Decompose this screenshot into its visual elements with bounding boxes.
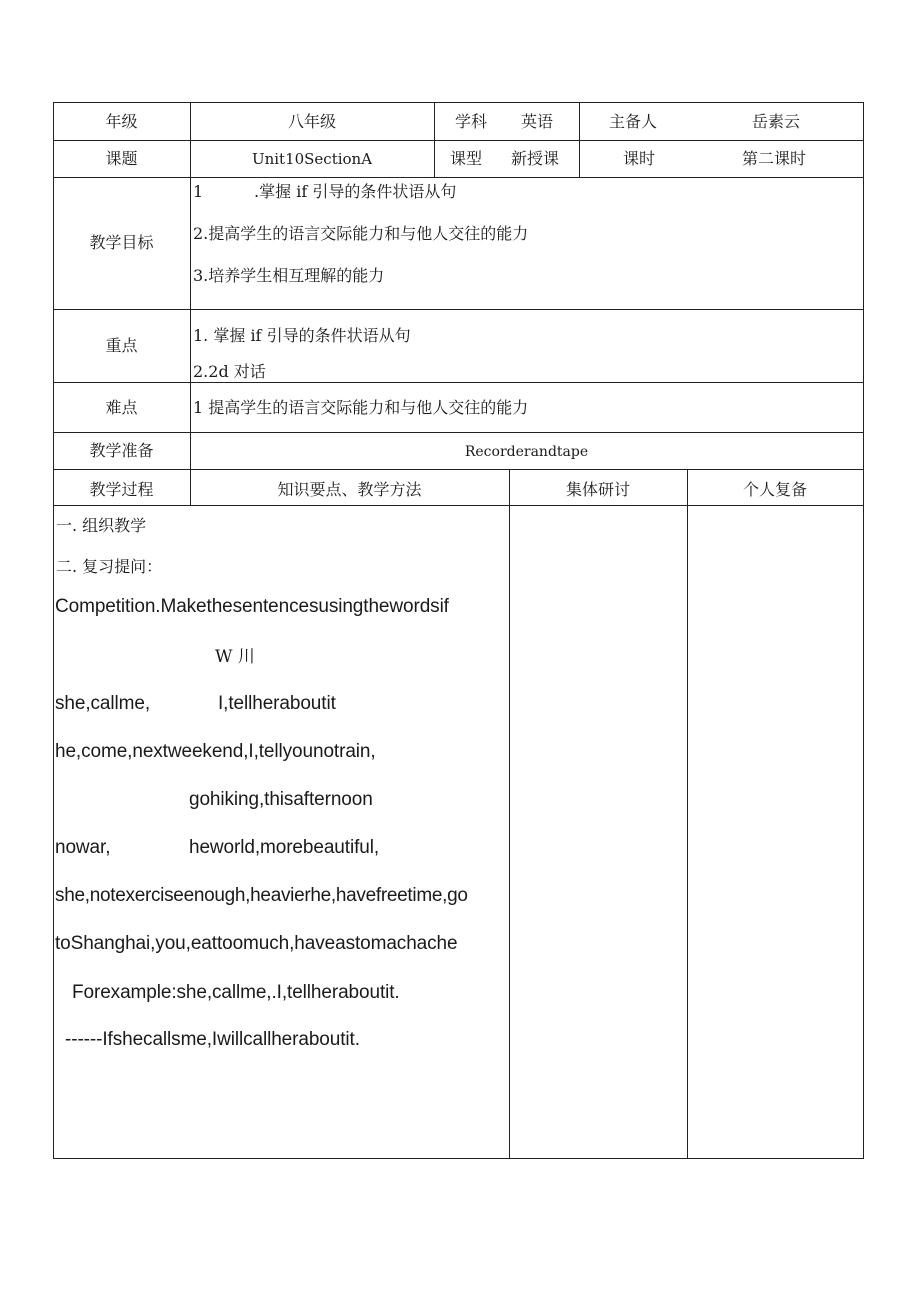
preparer-label: 主备人 (609, 112, 658, 131)
row-divider (53, 432, 864, 433)
objective-item: 3.培养学生相互理解的能力 (193, 266, 385, 285)
row-divider (53, 469, 864, 470)
table-border-left (53, 102, 54, 1159)
objective-item: 1 .掌握 if 引导的条件状语从句 (193, 182, 457, 201)
key-point-item: 1. 掌握 if 引导的条件状语从句 (193, 326, 411, 345)
row-divider (53, 140, 864, 141)
topic-value: Unit10SectionA (251, 150, 373, 168)
column-divider (509, 469, 510, 1159)
process-step: 一. 组织教学 (56, 516, 147, 535)
competition-line: Competition.Makethesentencesusingthewordsif (55, 596, 449, 617)
row-divider (53, 177, 864, 178)
methods-header: 知识要点、教学方法 (277, 480, 422, 499)
key-point-item: 2.2d 对话 (193, 362, 266, 381)
table-border-top (53, 102, 864, 103)
preparation-label: 教学准备 (89, 441, 154, 460)
grade-value: 八年级 (287, 112, 336, 131)
type-label: 课型 (450, 149, 483, 168)
table-border-bottom (53, 1158, 864, 1159)
row-divider (53, 382, 864, 383)
exercise-line: I,tellheraboutit (218, 693, 336, 714)
example-line: Forexample:she,callme,.I,tellheraboutit. (72, 982, 400, 1003)
column-divider (434, 102, 435, 178)
column-divider (579, 102, 580, 178)
period-label: 课时 (623, 149, 656, 168)
period-value: 第二课时 (742, 149, 807, 168)
topic-label: 课题 (105, 149, 138, 168)
grade-label: 年级 (105, 112, 138, 131)
preparation-text: Recorderandtape (464, 444, 589, 460)
objective-item: 2.提高学生的语言交际能力和与他人交往的能力 (193, 224, 529, 243)
answer-line: ------Ifshecallsme,Iwillcallheraboutit. (65, 1029, 360, 1050)
preparer-value: 岳素云 (752, 112, 801, 131)
row-divider (53, 505, 864, 506)
difficulty-label: 难点 (105, 398, 138, 417)
exercise-line: heworld,morebeautiful, (189, 837, 380, 858)
exercise-line: toShanghai,you,eattoomuch,haveastomachache (55, 933, 458, 954)
table-border-right (863, 102, 864, 1159)
difficulty-text: 1 提高学生的语言交际能力和与他人交往的能力 (193, 398, 529, 417)
personal-review-header: 个人复备 (742, 480, 807, 499)
exercise-line: nowar, (55, 837, 111, 858)
w-line: W 川 (215, 647, 255, 667)
exercise-line: gohiking,thisafternoon (189, 789, 373, 810)
key-points-label: 重点 (105, 336, 138, 355)
exercise-line: she,notexerciseenough,heavierhe,havefreetime,go (55, 885, 468, 906)
process-step: 二. 复习提问： (56, 557, 163, 576)
exercise-line: he,come,nextweekend,I,tellyounotrain, (55, 741, 376, 762)
objectives-label: 教学目标 (89, 233, 154, 252)
subject-label: 学科 (455, 112, 488, 131)
row-divider (53, 309, 864, 310)
process-label: 教学过程 (89, 480, 154, 499)
subject-value: 英语 (521, 112, 554, 131)
column-divider (687, 469, 688, 1159)
exercise-line: she,callme, (55, 693, 150, 714)
group-discussion-header: 集体研讨 (565, 480, 630, 499)
type-value: 新授课 (511, 149, 560, 168)
